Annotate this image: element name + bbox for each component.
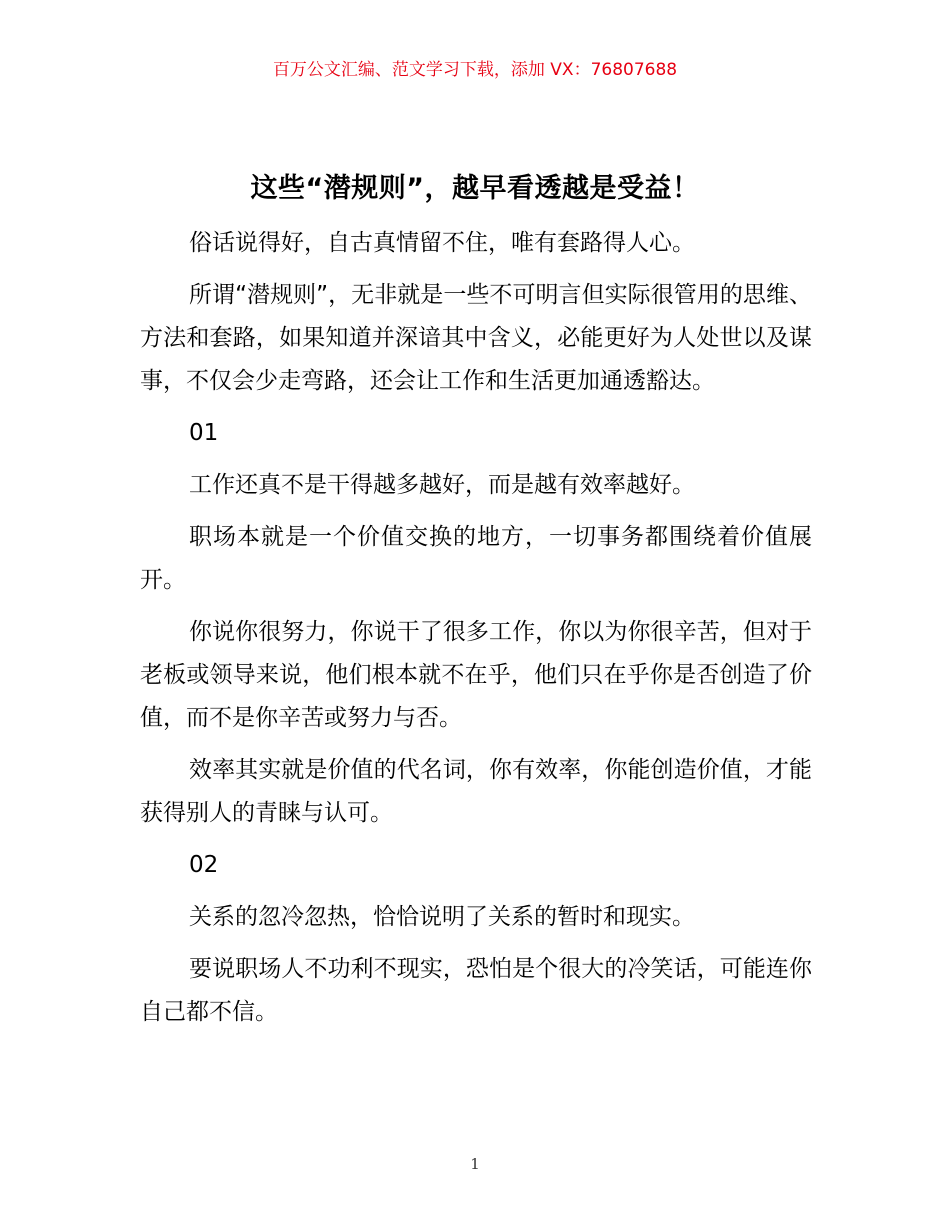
section-number-01: 01 [189, 420, 219, 446]
header-banner: 百万公文汇编、范文学习下载，添加 VX：76807688 [272, 60, 678, 80]
paragraph: 关系的忽冷忽热，恰恰说明了关系的暂时和现实。 [189, 904, 695, 930]
page-title: 这些“潜规则”，越早看透越是受益！ [250, 173, 700, 204]
page-number: 1 [470, 1155, 480, 1173]
paragraph-definition: 所谓“潜规则”，无非就是一些不可明言但实际很管用的思维、方法和套路，如果知道并深谙其中含义，必能更好为人处世以及谋事，不仅会少走弯路，还会让工作和生活更加通透豁达。 [140, 282, 812, 394]
paragraph: 工作还真不是干得越多越好，而是越有效率越好。 [189, 472, 695, 498]
paragraph: 要说职场人不功利不现实，恐怕是个很大的冷笑话，可能连你自己都不信。 [140, 956, 812, 1025]
section-number-02: 02 [189, 852, 219, 878]
paragraph-intro: 俗话说得好，自古真情留不住，唯有套路得人心。 [189, 230, 695, 256]
paragraph: 效率其实就是价值的代名词，你有效率，你能创造价值，才能获得别人的青睐与认可。 [140, 757, 812, 826]
paragraph: 职场本就是一个价值交换的地方，一切事务都围绕着价值展开。 [140, 524, 812, 593]
paragraph: 你说你很努力，你说干了很多工作，你以为你很辛苦，但对于老板或领导来说，他们根本就不在乎，他们只在乎你是否创造了价值，而不是你辛苦或努力与否。 [140, 619, 812, 731]
document-body [140, 222, 812, 1043]
